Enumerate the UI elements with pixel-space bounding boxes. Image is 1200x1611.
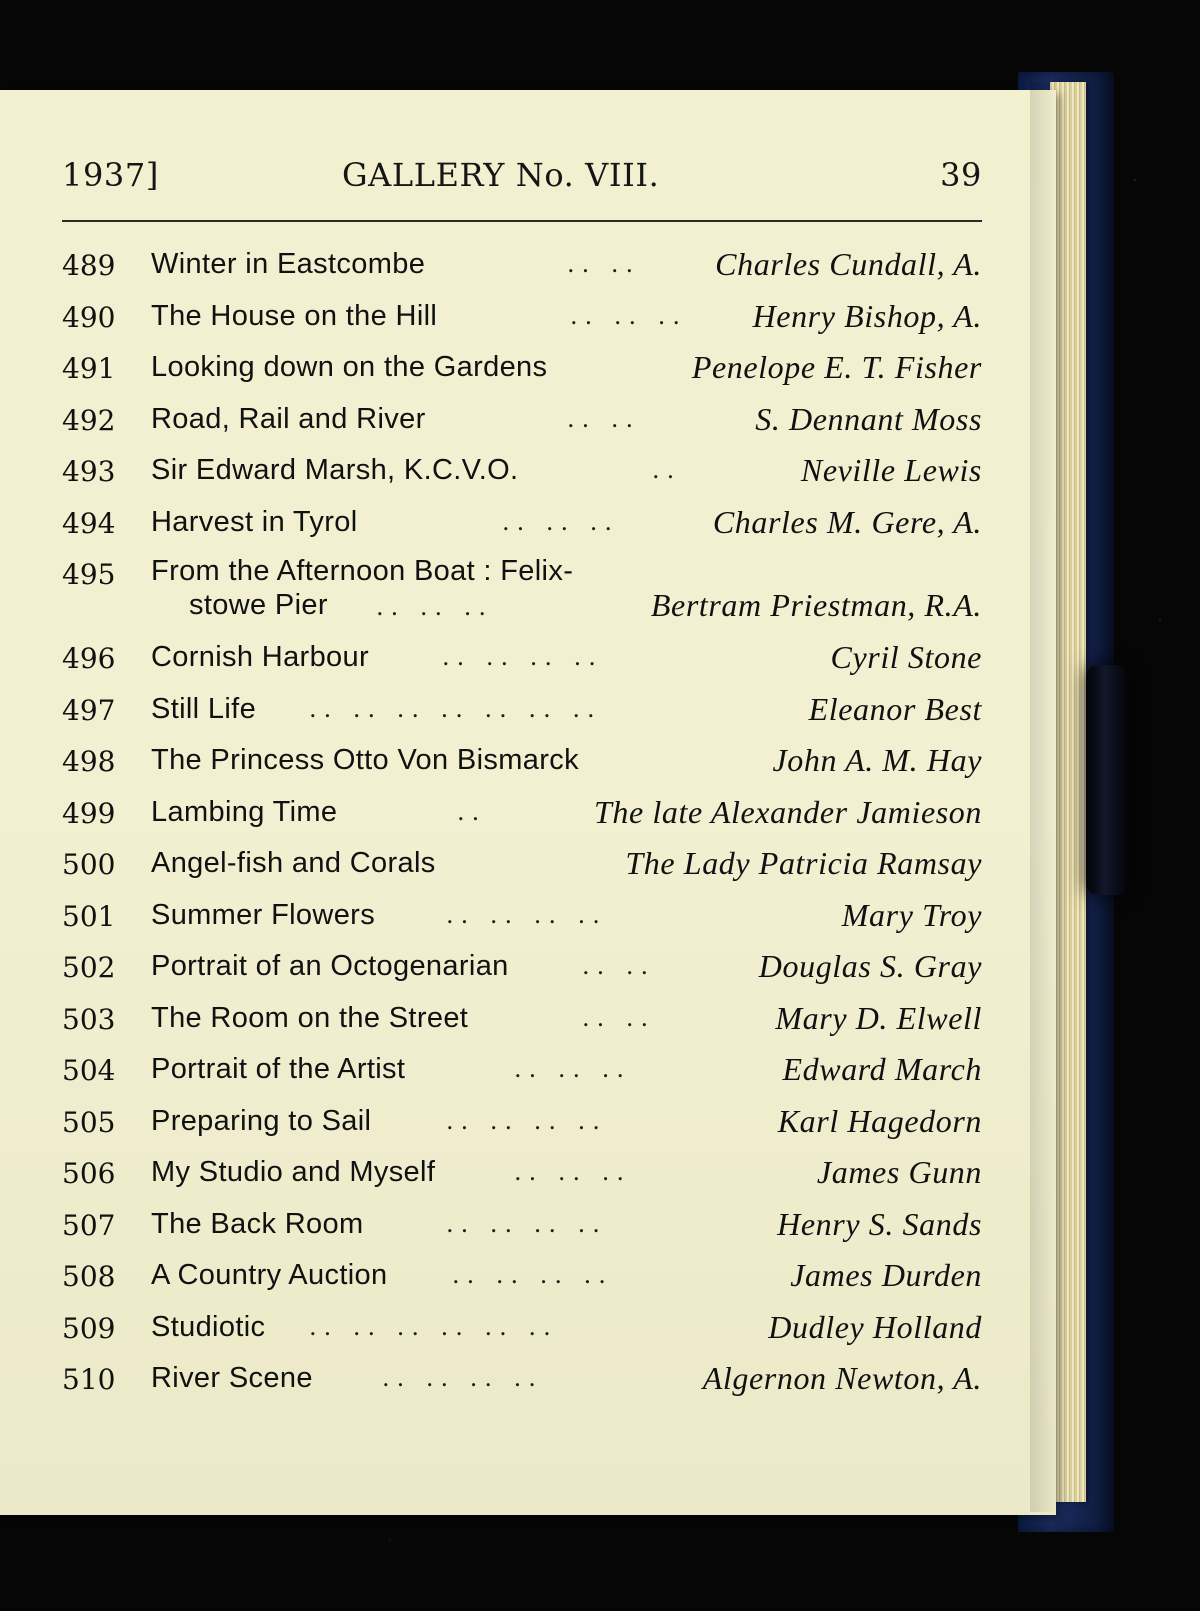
catalog-entry-490 [62,292,982,344]
artist-name: Henry S. Sands [777,1205,982,1242]
artist-name: Penelope E. T. Fisher [691,349,982,385]
artwork-title: Summer Flowers [151,898,376,931]
artist-name: James Gunn [816,1154,982,1190]
artwork-title: Portrait of an Octogenarian [151,950,509,982]
entry-number: 503 [62,1002,116,1036]
catalog-entry-506 [62,1148,982,1200]
dot-leader: .. .. .. .. [446,1209,607,1238]
dot-leader: .. .. .. .. .. .. [309,1312,558,1341]
dot-leader: .. .. [582,1003,656,1032]
gallery-title: GALLERY No. VIII. [342,156,660,194]
entry-number: 508 [62,1260,116,1293]
artist-name: Cyril Stone [830,639,982,675]
bookmark-ribbon [1086,665,1128,895]
dot-leader: .. .. .. .. [442,643,603,671]
entry-number: 490 [62,300,116,334]
artwork-title: Still Life [151,692,257,725]
artwork-title: The House on the Hill [151,299,438,332]
artist-name: Bertram Priestman, R.A. [650,587,982,623]
artwork-title: Studiotic [151,1310,266,1343]
artwork-title: Preparing to Sail [151,1104,372,1137]
entry-number: 510 [62,1363,116,1396]
entry-number: 494 [62,506,116,540]
catalog-entry-494 [62,498,982,550]
page-gutter-shadow [1030,82,1058,1512]
artwork-title: Road, Rail and River [151,402,426,435]
entry-number: 489 [62,249,116,282]
artwork-title: Portrait of the Artist [151,1053,406,1085]
artwork-title-line-2: stowe Pier [189,589,328,621]
catalog-entry-497 [62,685,982,737]
entry-number: 493 [62,455,116,488]
artist-name: The Lady Patricia Ramsay [625,845,982,881]
artwork-title: Winter in Eastcombe [151,248,426,280]
dot-leader: .. [652,456,682,484]
entry-number: 501 [62,899,116,933]
catalog-entry-510 [62,1354,982,1406]
catalog-entry-500 [62,839,982,891]
entry-number: 500 [62,848,116,881]
artist-name: Douglas S. Gray [758,948,982,984]
dot-leader: .. .. [582,952,656,980]
artist-name: Algernon Newton, A. [702,1360,982,1396]
dot-leader: .. .. .. [502,507,620,536]
entry-number: 496 [62,642,116,675]
artist-name: Mary Troy [841,896,982,933]
page-number: 39 [940,156,982,194]
entry-number: 506 [62,1157,116,1190]
catalog-entry-508 [62,1251,982,1303]
catalog-page [0,90,1056,1515]
artwork-title: The Back Room [151,1207,364,1240]
artist-name: Charles M. Gere, A. [712,503,982,540]
entry-number: 497 [62,693,116,727]
artist-name: Charles Cundall, A. [715,246,982,282]
artist-name: Dudley Holland [768,1308,982,1345]
artist-name: Edward March [782,1051,982,1087]
catalog-entry-503 [62,994,982,1046]
catalog-entry-489 [62,240,982,292]
artist-name: Neville Lewis [800,452,982,488]
artist-name: Karl Hagedorn [777,1102,982,1139]
catalog-entry-502 [62,942,982,994]
catalog-entry-496 [62,633,982,685]
catalog-entry-504 [62,1045,982,1097]
artwork-title: My Studio and Myself [151,1156,436,1188]
header-year: 1937] [62,156,159,194]
catalog-entry-501 [62,891,982,943]
artwork-title-line-1: From the Afternoon Boat : Felix- [151,555,574,587]
artwork-title: Lambing Time [151,795,338,828]
dot-leader: .. [457,797,487,826]
entry-number: 502 [62,951,116,984]
artwork-title: A Country Auction [151,1259,388,1291]
dot-leader: .. .. .. [514,1158,632,1186]
dot-leader: .. .. .. .. .. .. .. [309,694,602,723]
artwork-title: The Princess Otto Von Bismarck [151,744,579,776]
artist-name: The late Alexander Jamieson [594,793,982,830]
artist-name: Eleanor Best [808,690,982,727]
artist-name: James Durden [790,1257,982,1293]
catalog-list [62,240,982,1406]
catalog-entry-493 [62,446,982,498]
artwork-title: Looking down on the Gardens [151,351,548,383]
artist-name: Henry Bishop, A. [752,297,982,334]
entry-number: 498 [62,745,116,778]
dot-leader: .. .. .. .. [446,900,607,929]
catalog-entry-505 [62,1097,982,1149]
entry-number: 492 [62,403,116,437]
dot-leader: .. .. [567,250,641,278]
entry-number: 499 [62,796,116,830]
catalog-entry-492 [62,395,982,447]
artwork-title: River Scene [151,1362,313,1394]
dot-leader: .. .. .. .. [452,1261,613,1289]
artwork-title: Cornish Harbour [151,641,370,673]
header-rule [62,220,982,222]
dot-leader: .. .. .. [570,301,688,330]
catalog-entry-507 [62,1200,982,1252]
artist-name: S. Dennant Moss [755,400,982,437]
catalog-entry-491 [62,343,982,395]
artist-name: Mary D. Elwell [775,999,982,1036]
dot-leader: .. .. .. .. [382,1364,543,1392]
catalog-entry-495 [62,549,982,633]
artwork-title: Sir Edward Marsh, K.C.V.O. [151,454,519,486]
catalog-entry-499 [62,788,982,840]
artist-name: John A. M. Hay [772,742,982,778]
dot-leader: .. .. [567,404,641,433]
catalog-entry-498 [62,736,982,788]
artwork-title: Harvest in Tyrol [151,505,358,538]
entry-number: 505 [62,1105,116,1139]
entry-number: 495 [62,558,116,591]
dot-leader: .. .. .. [376,593,494,621]
catalog-entry-509 [62,1303,982,1355]
entry-number: 509 [62,1311,116,1345]
entry-number: 504 [62,1054,116,1087]
artwork-title: The Room on the Street [151,1001,469,1034]
entry-number: 507 [62,1208,116,1242]
page-header [62,156,982,220]
entry-number: 491 [62,352,116,385]
artwork-title: Angel-fish and Corals [151,847,436,879]
dot-leader: .. .. .. [514,1055,632,1083]
dot-leader: .. .. .. .. [446,1106,607,1135]
